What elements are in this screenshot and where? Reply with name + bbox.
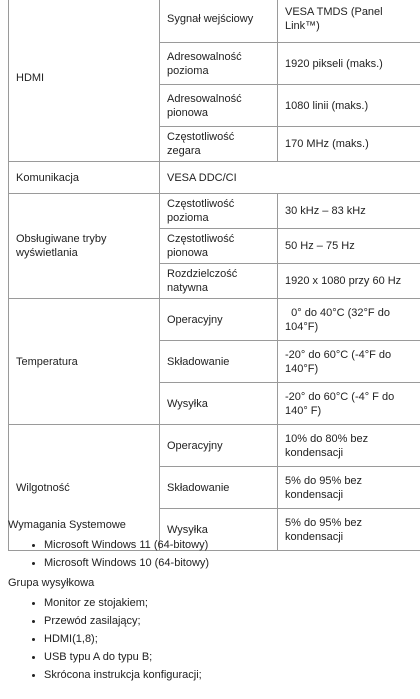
- spec-value: 10% do 80% bez kondensacji: [278, 425, 420, 467]
- spec-name: Sygnał wejściowy: [160, 0, 278, 43]
- spec-value: 30 kHz – 83 kHz: [278, 194, 420, 229]
- spec-name: Wysyłka: [160, 509, 278, 551]
- spec-value: 5% do 95% bez kondensacji: [278, 467, 420, 509]
- spec-name: Rozdzielczość natywna: [160, 264, 278, 299]
- group-label-temperature: Temperatura: [9, 299, 160, 425]
- list-item: • Microsoft Windows 11 (64-bitowy): [44, 538, 416, 552]
- spec-name: Częstotliwość zegara: [160, 127, 278, 162]
- spec-name: Operacyjny: [160, 299, 278, 341]
- specifications-table: [8, 0, 420, 551]
- list-item: • HDMI(1,8);: [44, 632, 416, 646]
- spec-name: Adresowalność pionowa: [160, 85, 278, 127]
- spec-value: 5% do 95% bez kondensacji: [278, 509, 420, 551]
- table-row: [9, 162, 420, 194]
- list-item: • Przewód zasilający;: [44, 614, 416, 628]
- spec-name: Wysyłka: [160, 383, 278, 425]
- list-item: • USB typu A do typu B;: [44, 650, 416, 664]
- table-row: [9, 194, 420, 229]
- spec-name: Częstotliwość pozioma: [160, 194, 278, 229]
- spec-value: -20° do 60°C (-4° F do 140° F): [278, 383, 420, 425]
- spec-name: Składowanie: [160, 467, 278, 509]
- group-label-humidity: Wilgotność: [9, 425, 160, 551]
- shipping-group-title: Grupa wysyłkowa: [8, 577, 95, 589]
- table-row: [9, 425, 420, 467]
- table-row: [9, 299, 420, 341]
- list-item: • Monitor ze stojakiem;: [44, 596, 416, 610]
- group-label-hdmi: HDMI: [9, 0, 160, 162]
- spec-name: Częstotliwość pionowa: [160, 229, 278, 264]
- spec-value: VESA TMDS (Panel Link™): [278, 0, 420, 43]
- group-label-communication: Komunikacja: [9, 162, 160, 194]
- spec-name: Operacyjny: [160, 425, 278, 467]
- spec-value: 1080 linii (maks.): [278, 85, 420, 127]
- spec-name: Adresowalność pozioma: [160, 43, 278, 85]
- system-requirements-title: Wymagania Systemowe: [8, 519, 126, 531]
- group-label-display-modes: Obsługiwane tryby wyświetlania: [9, 194, 160, 299]
- spec-value: 50 Hz – 75 Hz: [278, 229, 420, 264]
- system-requirements-list: [8, 538, 416, 570]
- list-item: • Microsoft Windows 10 (64-bitowy): [44, 556, 416, 570]
- spec-value: -20° do 60°C (-4°F do 140°F): [278, 341, 420, 383]
- spec-value: 1920 pikseli (maks.): [278, 43, 420, 85]
- spec-value: 0° do 40°C (32°F do 104°F): [278, 299, 420, 341]
- spec-value: VESA DDC/CI: [160, 162, 420, 194]
- table-row: [9, 0, 420, 43]
- spec-name: Składowanie: [160, 341, 278, 383]
- spec-value: 1920 x 1080 przy 60 Hz: [278, 264, 420, 299]
- spec-value: 170 MHz (maks.): [278, 127, 420, 162]
- list-item: • Skrócona instrukcja konfiguracji;: [44, 668, 416, 682]
- lower-sections: [8, 518, 416, 688]
- shipping-group-list: [8, 596, 416, 682]
